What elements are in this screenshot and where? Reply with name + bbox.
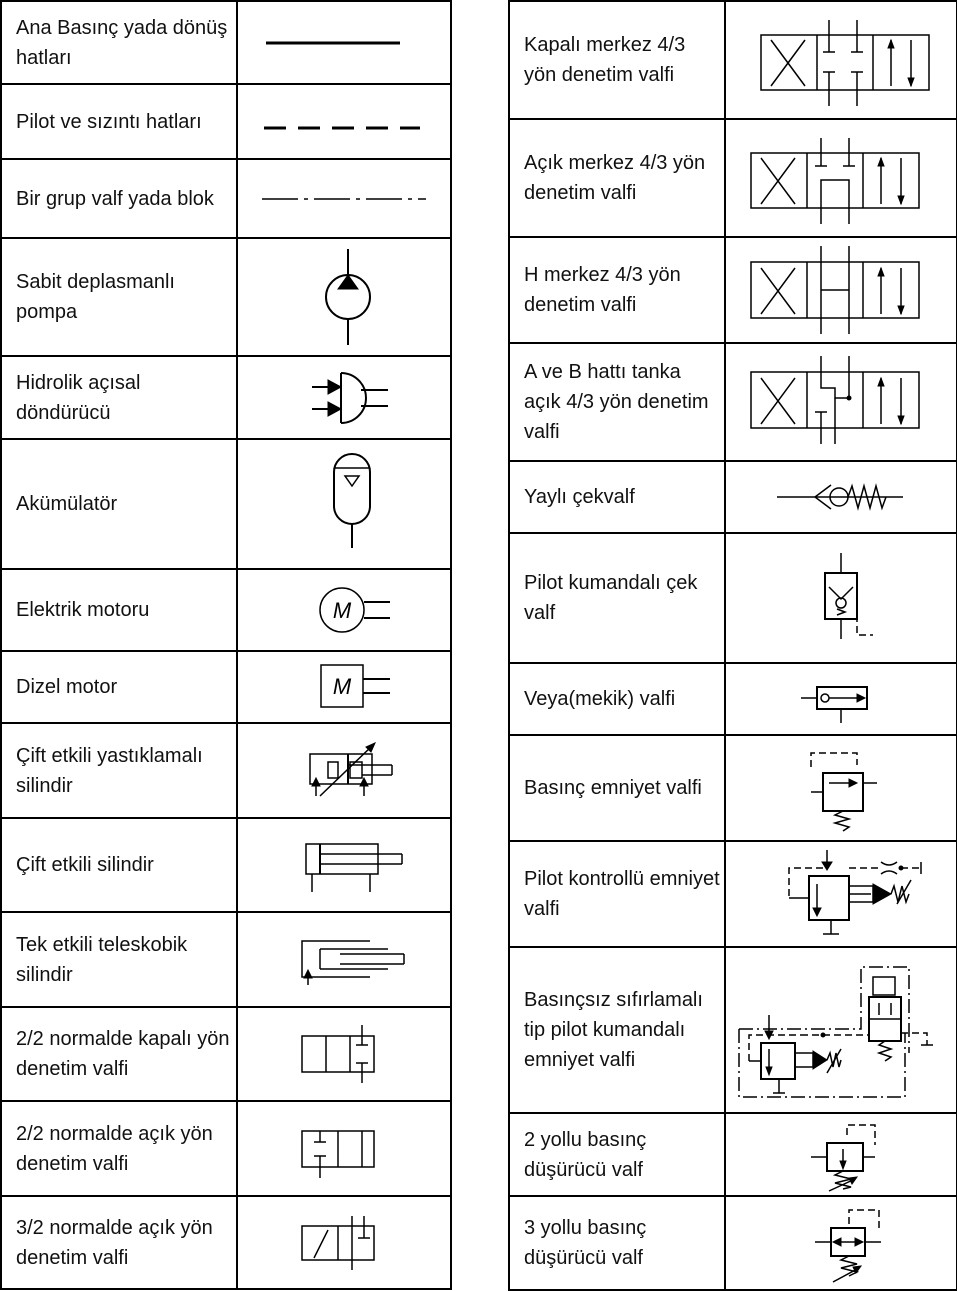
- symbol-label: Çift etkili silindir: [1, 818, 237, 912]
- dashed-line-icon: [244, 102, 444, 142]
- symbol-label: Yaylı çekvalf: [509, 461, 725, 533]
- table-row: [509, 663, 957, 735]
- table-row: [509, 1113, 957, 1196]
- table-row: [1, 159, 451, 238]
- table-row: [1, 651, 451, 723]
- table-row: [1, 439, 451, 569]
- dash-dot-line-icon: [244, 179, 444, 219]
- table-row: [509, 119, 957, 237]
- symbol-label: Akümülatör: [1, 439, 237, 569]
- unloading-relief-valve-icon: [731, 953, 951, 1107]
- symbol-label: Kapalı merkez 4/3 yön denetim valfi: [509, 1, 725, 119]
- table-row: [1, 569, 451, 651]
- table-row: [1, 1007, 451, 1101]
- symbol-label: Ana Basınç yada dönüş hatları: [1, 1, 237, 84]
- table-row: [509, 947, 957, 1113]
- symbol-label: 2/2 normalde açık yön denetim valfi: [1, 1101, 237, 1196]
- table-row: [509, 343, 957, 461]
- symbol-label: Tek etkili teleskobik silindir: [1, 912, 237, 1007]
- valve-3-2-no-icon: [244, 1208, 444, 1278]
- table-row: [1, 818, 451, 912]
- symbol-label: Hidrolik açısal döndürücü: [1, 356, 237, 439]
- table-row: [1, 1101, 451, 1196]
- spring-check-valve-icon: [731, 472, 951, 522]
- telescopic-cylinder-icon: [244, 925, 444, 995]
- table-row: [509, 237, 957, 343]
- motor-letter: M: [332, 674, 352, 699]
- symbol-label: 3 yollu basınç düşürücü valf: [509, 1196, 725, 1290]
- valve-4-3-h-center-icon: [731, 240, 951, 340]
- valve-4-3-open-center-icon: [731, 128, 951, 228]
- rotary-actuator-icon: [244, 363, 444, 433]
- symbol-label: Dizel motor: [1, 651, 237, 723]
- symbol-label: Sabit deplasmanlı pompa: [1, 238, 237, 356]
- fixed-pump-icon: [244, 247, 444, 347]
- pilot-check-valve-icon: [731, 543, 951, 653]
- symbol-label: Pilot ve sızıntı hatları: [1, 84, 237, 159]
- valve-4-3-ab-tank-icon: [731, 352, 951, 452]
- symbol-label: Elektrik motoru: [1, 569, 237, 651]
- table-row: [1, 84, 451, 159]
- symbol-label: 2 yollu basınç düşürücü valf: [509, 1113, 725, 1196]
- reducing-valve-3way-icon: [731, 1200, 951, 1286]
- symbol-label: Açık merkez 4/3 yön denetim valfi: [509, 119, 725, 237]
- symbol-label: Pilot kontrollü emniyet valfi: [509, 841, 725, 947]
- table-row: [1, 723, 451, 818]
- pilot-relief-valve-icon: [731, 846, 951, 942]
- symbol-label: A ve B hattı tanka açık 4/3 yön denetim valfi: [509, 343, 725, 461]
- table-row: [509, 841, 957, 947]
- accumulator-icon: [244, 448, 444, 560]
- symbol-label: H merkez 4/3 yön denetim valfi: [509, 237, 725, 343]
- table-row: [1, 238, 451, 356]
- table-row: [509, 735, 957, 841]
- solid-line-icon: [244, 23, 444, 63]
- symbol-label: 2/2 normalde kapalı yön denetim valfi: [1, 1007, 237, 1101]
- reducing-valve-2way-icon: [731, 1117, 951, 1193]
- cushioned-cylinder-icon: [244, 736, 444, 806]
- valve-2-2-no-icon: [244, 1114, 444, 1184]
- right-symbol-table: [508, 0, 957, 1291]
- symbol-label: Basınçsız sıfırlamalı tip pilot kumandalı emniyet valfi: [509, 947, 725, 1113]
- valve-2-2-nc-icon: [244, 1019, 444, 1089]
- motor-letter: M: [332, 598, 352, 623]
- symbol-label: Pilot kumandalı çek valf: [509, 533, 725, 663]
- symbol-label: 3/2 normalde açık yön denetim valfi: [1, 1196, 237, 1289]
- table-row: [509, 1196, 957, 1290]
- diesel-motor-icon: [244, 659, 444, 715]
- relief-valve-icon: [731, 743, 951, 833]
- symbol-label: Veya(mekik) valfi: [509, 663, 725, 735]
- table-row: [509, 533, 957, 663]
- table-row: [1, 356, 451, 439]
- symbol-label: Çift etkili yastıklamalı silindir: [1, 723, 237, 818]
- table-row: [509, 461, 957, 533]
- symbol-label: Bir grup valf yada blok: [1, 159, 237, 238]
- table-row: [1, 912, 451, 1007]
- double-acting-cylinder-icon: [244, 830, 444, 900]
- electric-motor-icon: [244, 580, 444, 640]
- shuttle-valve-icon: [731, 671, 951, 727]
- table-row: [1, 1196, 451, 1289]
- left-symbol-table: [0, 0, 452, 1290]
- table-row: [1, 1, 451, 84]
- table-row: [509, 1, 957, 119]
- symbol-label: Basınç emniyet valfi: [509, 735, 725, 841]
- valve-4-3-closed-center-icon: [731, 10, 951, 110]
